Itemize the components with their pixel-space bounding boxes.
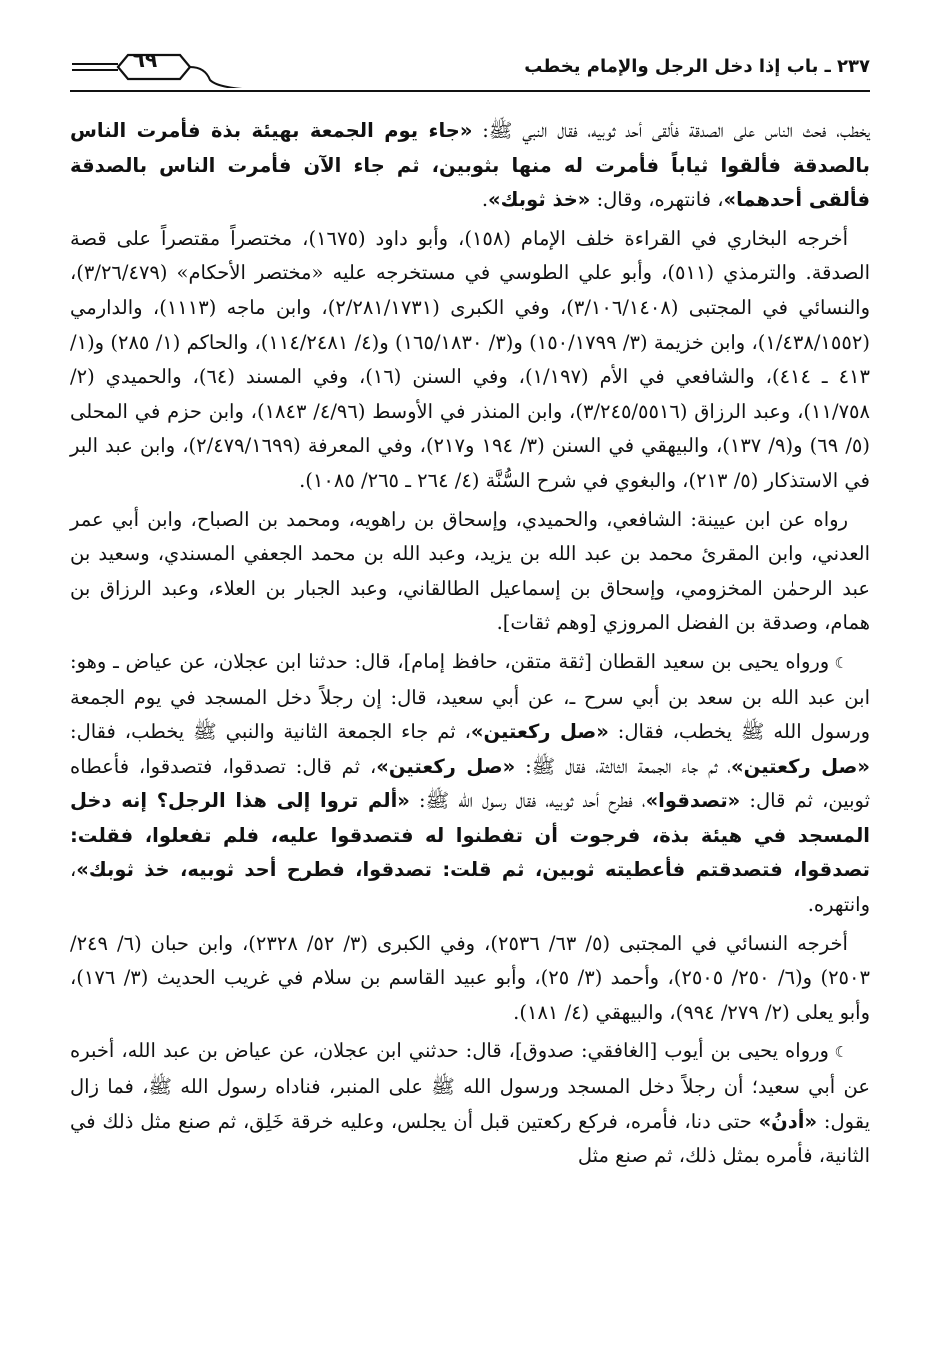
hadith-quote: «صل ركعتين» <box>376 754 516 778</box>
hadith-quote: «تصدقوا» <box>645 789 741 813</box>
text-segment: ، ثم جاء الجمعة الثانية والنبي ﷺ يخطب، فقال: <box>70 720 471 744</box>
hadith-quote: «أدنُ» <box>758 1109 818 1133</box>
text-segment: رواه عن ابن عيينة: الشافعي، والحميدي، وإسحاق بن راهويه، ومحمد بن الصباح، وابن أبي عمر العدني، وابن المقرئ محمد بن عبد الله بن يزيد، وعبد الله بن محمد الجعفي المسندي، وسعيد بن عبد الرحمٰن المخزومي، وإسحاق بن إسماعيل الطالقاني، وعبد الجبار بن العلاء، وعبد الرزاق بن همام، وصدقة بن الفضل المروزي [وهم ثقات]. <box>70 507 870 635</box>
paragraph-p1 <box>70 114 870 218</box>
text-segment: ، ثم جاء الجمعة الثالثة، فقال ﷺ: <box>515 754 732 778</box>
hadith-quote: «صل ركعتين» <box>731 754 870 778</box>
paragraph-p5 <box>70 927 870 1031</box>
hadith-quote: «صل ركعتين» <box>470 720 609 744</box>
running-title: ٢٣٧ ـ باب إذا دخل الرجل والإمام يخطب <box>524 56 870 77</box>
text-segment: . <box>481 188 489 212</box>
document-page <box>70 40 870 1178</box>
text-segment: ورواه يحيى بن أيوب [الغافقي: صدوق]، قال: حدثني ابن عجلان، عن عياض بن عبد الله، أخبره عن أبي سعيد؛ أن رجلاً دخل المسجد ورسول الله ﷺ على المنبر، فناداه رسول الله ﷺ، فما زال يقول: <box>70 1039 870 1133</box>
paragraph-marker: ☾ <box>829 653 849 672</box>
text-segment: ، فطرح أحد ثوبيه، فقال رسول الله ﷺ: <box>409 789 646 813</box>
hadith-quote: «ألم تروا إلى هذا الرجل؟ إنه دخل المسجد في هيئة بذة، فرجوت أن تفطنوا له فتصدقوا عليه، فلم تفعلوا، فقلت: تصدقوا، فتصدقتم فأعطيته ثوبين، ثم قلت: تصدقوا، فطرح أحد ثوبيه، خذ ثوبك» <box>70 789 870 882</box>
hadith-quote: «خذ ثوبك» <box>488 188 591 212</box>
hadith-quote: «جاء يوم الجمعة بهيئة بذة فأمرت الناس بالصدقة فألقوا ثياباً فأمرت له منها بثوبين، ثم جاء الآن فأمرت الناس بالصدقة فألقى أحدهما» <box>70 119 870 212</box>
text-segment: ورواه يحيى بن سعيد القطان [ثقة متقن، حافظ إمام]، قال: حدثنا ابن عجلان، عن عياض ـ وهو: ابن عبد الله بن سعد بن أبي سرح ـ، عن أبي سعيد، قال: إن رجلاً دخل المسجد في يوم الجمعة ورسول الله ﷺ يخطب، فقال: <box>70 649 870 744</box>
text-segment: أخرجه البخاري في القراءة خلف الإمام (١٥٨)، وأبو داود (١٦٧٥)، مختصراً مقتصراً على قصة الصدقة. والترمذي (٥١١)، وأبو علي الطوسي في مستخرجه عليه «مختصر الأحكام» (٣/٢٦/٤٧٩)، والنسائي في المجتبى (٣/١٠٦/١٤٠٨)، وفي الكبرى (٢/٢٨١/١٧٣١)، وابن ماجه (١١١٣)، والدارمي (١/٤٣٨/١٥٥٢)، وابن خزيمة (٣/ ١٥٠/١٧٩٩) و(٣/ ١٦٥/١٨٣٠) و(٤/ ١١٤/٢٤٨١)، والحاكم (١/ ٢٨٥) و(١/ ٤١٣ ـ ٤١٤)، والشافعي في الأم (١/١٩٧)، وفي السنن (١٦)، وفي المسند (٦٤)، والحميدي (٢/ ١١/٧٥٨)، وعبد الرزاق (٣/٢٤٥/٥٥١٦)، وابن المنذر في الأوسط (٤/٩٦/ ١٨٤٣)، وابن حزم في المحلى (٥/ ٦٩) و(٩/ ١٣٧)، والبيهقي في السنن (٣/ ١٩٤ و٢١٧)، وفي المعرفة (٢/٤٧٩/١٦٩٩)، وابن عبد البر في الاستذكار (٥/ ٢١٣)، والبغوي في شرح السُّنَّة (٤/ ٢٦٤ ـ ٢٦٥/ ١٠٨٥). <box>70 226 870 492</box>
paragraph-p4 <box>70 645 870 923</box>
text-segment: ، وانتهره. <box>70 858 870 917</box>
text-segment: أخرجه النسائي في المجتبى (٥/ ٦٣/ ٢٥٣٦)، وفي الكبرى (٣/ ٥٢/ ٢٣٢٨)، وابن حبان (٦/ ٢٤٩/ ٢٥٠٣) و(٦/ ٢٥٠/ ٢٥٠٥)، وأحمد (٣/ ٢٥)، وأبو عبيد القاسم بن سلام في غريب الحديث (٣/ ١٧٦)، وأبو يعلى (٢/ ٢٧٩/ ٩٩٤)، والبيهقي (٤/ ١٨١). <box>70 931 870 1024</box>
text-segment: ، فانتهره، وقال: <box>590 188 724 212</box>
paragraph-p2 <box>70 222 870 499</box>
header-rule <box>70 90 870 92</box>
paragraph-p3 <box>70 503 870 641</box>
paragraph-marker: ☾ <box>828 1043 848 1062</box>
paragraph-p6 <box>70 1034 870 1173</box>
page-body <box>70 114 870 1174</box>
page-header <box>70 40 870 92</box>
page-number: ٦٩ <box>132 48 158 72</box>
text-segment: ، ثم قال: تصدقوا، فتصدقوا، فأعطاه ثوبين، ثم قال: <box>70 754 871 813</box>
text-segment: يخطب، فحث الناس على الصدقة فألقى أحد ثوبيه، فقال النبي ﷺ: <box>472 119 870 142</box>
text-segment: حتى دنا، فأمره، فركع ركعتين قبل أن يجلس، وعليه خرقة خَلِق، ثم صنع مثل ذلك في الثانية، فأمره بمثل ذلك، ثم صنع مثل <box>70 1109 870 1168</box>
